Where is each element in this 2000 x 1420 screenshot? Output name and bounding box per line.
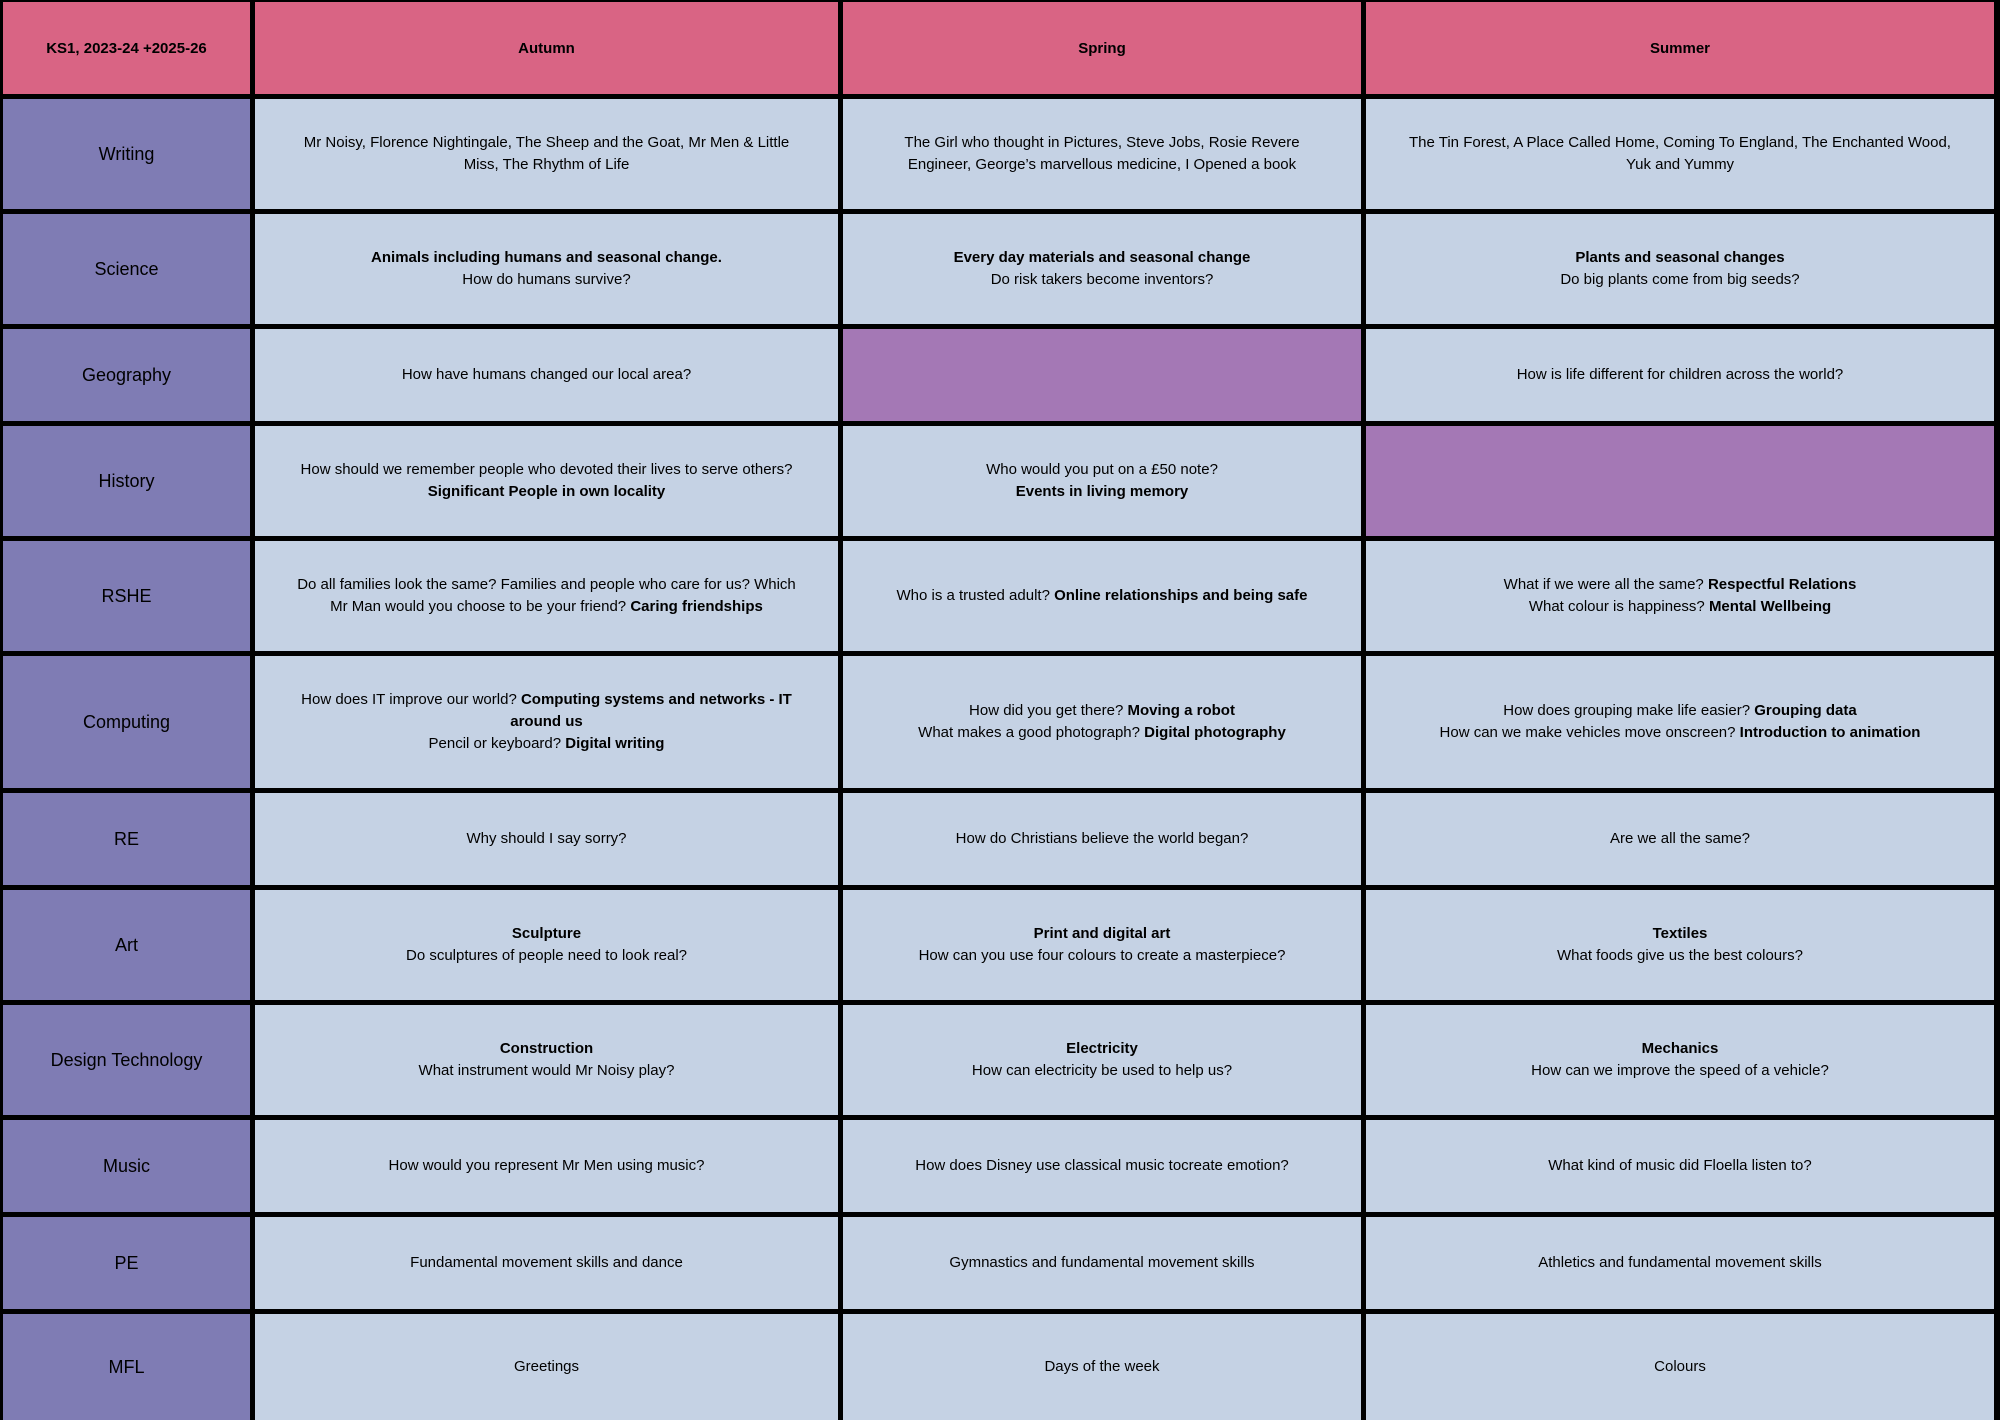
topic-text: Do all families look the same? Families and people who care for us? Which Mr Man would you choose to be your friend? — [297, 576, 796, 615]
topic-text: Gymnastics and fundamental movement skills — [949, 1254, 1255, 1271]
topic-line — [897, 585, 1308, 607]
topic-line — [915, 1155, 1289, 1177]
topic-line — [1654, 1356, 1706, 1378]
topic-text: Athletics and fundamental movement skills — [1538, 1254, 1822, 1271]
topic-text: What makes a good photograph? — [918, 724, 1145, 741]
topic-text: How do humans survive? — [462, 271, 631, 288]
topic-line — [918, 722, 1286, 744]
topic-line — [1531, 1060, 1829, 1082]
topic-cell-re-summer — [1366, 793, 1994, 885]
topic-cell-geography-summer — [1366, 329, 1994, 421]
topic-line — [1016, 481, 1189, 503]
subject-label-rshe: RSHE — [3, 541, 250, 651]
topic-text: Fundamental movement skills and dance — [410, 1254, 683, 1271]
topic-cell-re-spring — [843, 793, 1361, 885]
topic-cell-computing-summer — [1366, 656, 1994, 788]
topic-line — [410, 1252, 683, 1274]
topic-cell-writing-spring — [843, 99, 1361, 209]
topic-text: Pencil or keyboard? — [428, 735, 566, 752]
topic-text: The Girl who thought in Pictures, Steve Jobs, Rosie Revere Engineer, George’s marvellous medicine, I Opened a book — [904, 134, 1300, 173]
topic-line — [1557, 945, 1803, 967]
unit-title: Textiles — [1652, 925, 1708, 942]
topic-line — [1440, 722, 1921, 744]
topic-line — [1504, 574, 1857, 596]
unit-title: Digital photography — [1144, 724, 1286, 741]
unit-title: Moving a robot — [1127, 702, 1235, 719]
topic-text: Do sculptures of people need to look real? — [405, 947, 687, 964]
topic-line — [986, 459, 1218, 481]
topic-text: How do Christians believe the world began? — [955, 830, 1249, 847]
topic-line — [466, 828, 626, 850]
topic-cell-pe-autumn — [255, 1217, 838, 1309]
topic-text: How can electricity be used to help us? — [971, 1062, 1233, 1079]
topic-text: Why should I say sorry? — [466, 830, 627, 847]
topic-line — [428, 481, 666, 503]
unit-title: Grouping data — [1754, 702, 1857, 719]
topic-line — [402, 364, 691, 386]
topic-text: Colours — [1654, 1358, 1706, 1375]
topic-line — [1066, 1038, 1138, 1060]
topic-line — [949, 1252, 1254, 1274]
topic-cell-science-summer — [1366, 214, 1994, 324]
topic-text: What foods give us the best colours? — [1557, 947, 1803, 964]
topic-line — [1642, 1038, 1719, 1060]
unit-title: Digital writing — [565, 735, 665, 752]
topic-line — [462, 269, 630, 291]
topic-text: How does IT improve our world? — [301, 691, 521, 708]
topic-cell-music-autumn — [255, 1120, 838, 1212]
topic-cell-history-spring — [843, 426, 1361, 536]
topic-line — [301, 459, 793, 481]
topic-cell-history-summer — [1366, 426, 1994, 536]
topic-line — [295, 574, 798, 618]
unit-title: Online relationships and being safe — [1054, 587, 1308, 604]
topic-cell-pe-summer — [1366, 1217, 1994, 1309]
topic-cell-history-autumn — [255, 426, 838, 536]
topic-text: How can you use four colours to create a masterpiece? — [918, 947, 1286, 964]
topic-line — [1575, 247, 1784, 269]
topic-text: What if we were all the same? — [1503, 576, 1708, 593]
topic-line — [956, 828, 1249, 850]
topic-line — [1560, 269, 1799, 291]
unit-title: Mental Wellbeing — [1708, 598, 1832, 615]
subject-label-writing: Writing — [3, 99, 250, 209]
topic-cell-rshe-summer — [1366, 541, 1994, 651]
subject-label-pe: PE — [3, 1217, 250, 1309]
subject-label-geography: Geography — [3, 329, 250, 421]
topic-cell-science-autumn — [255, 214, 838, 324]
subject-label-mfl: MFL — [3, 1314, 250, 1420]
topic-text: How is life different for children across the world? — [1516, 366, 1844, 383]
topic-line — [1653, 923, 1708, 945]
topic-text: Do risk takers become inventors? — [990, 271, 1214, 288]
topic-text: Do big plants come from big seeds? — [1560, 271, 1800, 288]
topic-text: What colour is happiness? — [1528, 598, 1709, 615]
unit-title: Electricity — [1066, 1040, 1138, 1057]
topic-cell-rshe-autumn — [255, 541, 838, 651]
topic-cell-art-autumn — [255, 890, 838, 1000]
topic-line — [419, 1060, 675, 1082]
topic-text: Who is a trusted adult? — [896, 587, 1055, 604]
topic-line — [1034, 923, 1171, 945]
topic-line — [295, 689, 798, 733]
subject-label-re: RE — [3, 793, 250, 885]
topic-line — [919, 945, 1286, 967]
topic-line — [1406, 132, 1954, 176]
topic-cell-mfl-spring — [843, 1314, 1361, 1420]
unit-title: Construction — [499, 1040, 594, 1057]
topic-line — [972, 1060, 1232, 1082]
topic-cell-re-autumn — [255, 793, 838, 885]
unit-title: Sculpture — [511, 925, 582, 942]
unit-title: Caring friendships — [630, 598, 763, 615]
unit-title: Events in living memory — [1015, 483, 1189, 500]
term-header-summer: Summer — [1366, 2, 1994, 94]
topic-cell-writing-autumn — [255, 99, 838, 209]
topic-line — [1538, 1252, 1821, 1274]
topic-line — [295, 132, 798, 176]
term-header-autumn: Autumn — [255, 2, 838, 94]
topic-line — [1610, 828, 1750, 850]
topic-line — [514, 1356, 579, 1378]
topic-text: Are we all the same? — [1609, 830, 1751, 847]
topic-cell-design-technology-spring — [843, 1005, 1361, 1115]
topic-text: How would you represent Mr Men using music? — [388, 1157, 705, 1174]
topic-line — [1044, 1356, 1159, 1378]
topic-text: How have humans changed our local area? — [401, 366, 692, 383]
topic-cell-rshe-spring — [843, 541, 1361, 651]
topic-line — [969, 700, 1235, 722]
topic-line — [429, 733, 665, 755]
topic-text: How does grouping make life easier? — [1503, 702, 1755, 719]
topic-text: How can we improve the speed of a vehicle? — [1531, 1062, 1829, 1079]
topic-cell-mfl-summer — [1366, 1314, 1994, 1420]
topic-cell-geography-spring — [843, 329, 1361, 421]
topic-line — [954, 247, 1251, 269]
topic-cell-writing-summer — [1366, 99, 1994, 209]
topic-cell-geography-autumn — [255, 329, 838, 421]
corner-header: KS1, 2023-24 +2025-26 — [3, 2, 250, 94]
topic-line — [500, 1038, 593, 1060]
subject-label-history: History — [3, 426, 250, 536]
unit-title: Plants and seasonal changes — [1575, 249, 1785, 266]
topic-cell-design-technology-summer — [1366, 1005, 1994, 1115]
topic-text: The Tin Forest, A Place Called Home, Coming To England, The Enchanted Wood, Yuk and Yummy — [1409, 134, 1951, 173]
topic-line — [406, 945, 687, 967]
topic-cell-pe-spring — [843, 1217, 1361, 1309]
topic-text: How can we make vehicles move onscreen? — [1439, 724, 1740, 741]
unit-title: Print and digital art — [1033, 925, 1171, 942]
unit-title: Animals including humans and seasonal change. — [371, 249, 722, 266]
subject-label-science: Science — [3, 214, 250, 324]
unit-title: Respectful Relations — [1707, 576, 1857, 593]
topic-text: How did you get there? — [969, 702, 1128, 719]
term-header-spring: Spring — [843, 2, 1361, 94]
subject-label-art: Art — [3, 890, 250, 1000]
topic-line — [1548, 1155, 1811, 1177]
topic-text: What instrument would Mr Noisy play? — [418, 1062, 675, 1079]
unit-title: Computing systems and networks - IT around us — [510, 691, 792, 730]
topic-text: How does Disney use classical music tocreate emotion? — [915, 1157, 1289, 1174]
unit-title: Every day materials and seasonal change — [953, 249, 1251, 266]
topic-line — [883, 132, 1321, 176]
topic-line — [371, 247, 722, 269]
topic-cell-music-summer — [1366, 1120, 1994, 1212]
topic-text: Mr Noisy, Florence Nightingale, The Sheep and the Goat, Mr Men & Little Miss, The Rhythm of Life — [303, 134, 790, 173]
topic-text: What kind of music did Floella listen to? — [1548, 1157, 1812, 1174]
subject-label-music: Music — [3, 1120, 250, 1212]
topic-line — [1503, 700, 1856, 722]
topic-text: How should we remember people who devoted their lives to serve others? — [300, 461, 793, 478]
topic-text: Greetings — [513, 1358, 580, 1375]
topic-line — [1529, 596, 1831, 618]
topic-cell-computing-autumn — [255, 656, 838, 788]
topic-text: Who would you put on a £50 note? — [986, 461, 1218, 478]
topic-cell-science-spring — [843, 214, 1361, 324]
topic-line — [389, 1155, 705, 1177]
topic-cell-music-spring — [843, 1120, 1361, 1212]
topic-cell-mfl-autumn — [255, 1314, 838, 1420]
unit-title: Significant People in own locality — [427, 483, 666, 500]
topic-text: Days of the week — [1044, 1358, 1160, 1375]
topic-cell-art-summer — [1366, 890, 1994, 1000]
topic-line — [512, 923, 581, 945]
topic-cell-art-spring — [843, 890, 1361, 1000]
subject-label-design-technology: Design Technology — [3, 1005, 250, 1115]
topic-cell-computing-spring — [843, 656, 1361, 788]
unit-title: Mechanics — [1641, 1040, 1719, 1057]
unit-title: Introduction to animation — [1739, 724, 1921, 741]
topic-cell-design-technology-autumn — [255, 1005, 838, 1115]
subject-label-computing: Computing — [3, 656, 250, 788]
topic-line — [991, 269, 1214, 291]
topic-line — [1517, 364, 1844, 386]
